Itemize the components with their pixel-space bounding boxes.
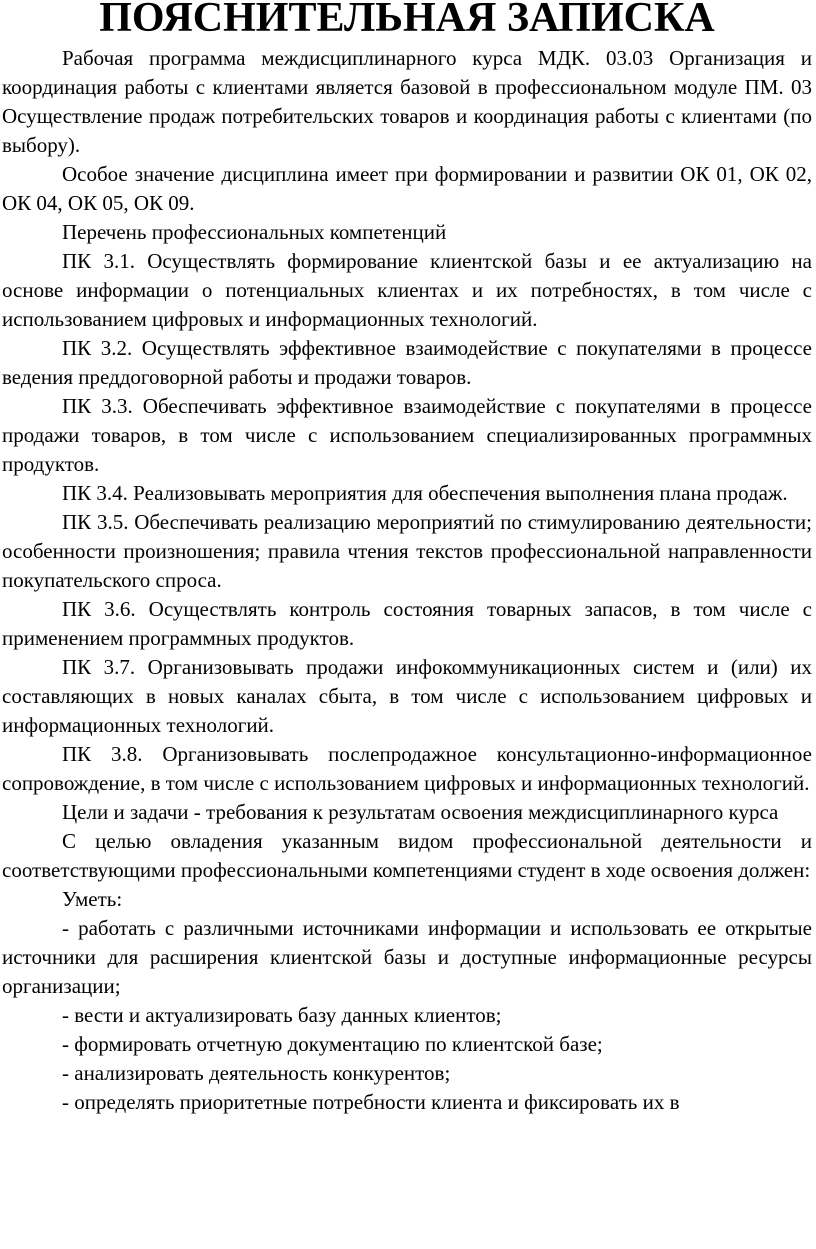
paragraph-ok: Особое значение дисциплина имеет при формировании и развитии ОК 01, ОК 02, ОК 04, ОК 05, ОК 09. bbox=[2, 162, 812, 215]
list-item-skill: - формировать отчетную документацию по клиентской базе; bbox=[62, 1032, 603, 1056]
paragraph-pk-3-5: ПК 3.5. Обеспечивать реализацию мероприятий по стимулированию деятельности; особенности произношения; правила чтения текстов профессиональной направленности покупательского спроса. bbox=[2, 510, 812, 592]
paragraph-purpose: С целью овладения указанным видом профессиональной деятельности и соответствующими профессиональными компетенциями студент в ходе освоения должен: bbox=[2, 829, 812, 882]
list-item-skill: - работать с различными источниками информации и использовать ее открытые источники для расширения клиентской базы и доступные информационные ресурсы организации; bbox=[2, 916, 812, 998]
paragraph-goals: Цели и задачи - требования к результатам освоения междисциплинарного курса bbox=[62, 800, 779, 824]
list-item-skill: - анализировать деятельность конкурентов; bbox=[62, 1061, 451, 1085]
paragraph-pk-3-3: ПК 3.3. Обеспечивать эффективное взаимодействие с покупателями в процессе продажи товаров, в том числе с использованием специализированных программных продуктов. bbox=[2, 394, 812, 476]
paragraph-pk-3-4: ПК 3.4. Реализовывать мероприятия для обеспечения выполнения плана продаж. bbox=[62, 481, 788, 505]
paragraph-pk-3-6: ПК 3.6. Осуществлять контроль состояния товарных запасов, в том числе с применением программных продуктов. bbox=[2, 597, 812, 650]
paragraph-pk-3-2: ПК 3.2. Осуществлять эффективное взаимодействие с покупателями в процессе ведения преддоговорной работы и продажи товаров. bbox=[2, 336, 812, 389]
list-item-skill: - вести и актуализировать базу данных клиентов; bbox=[62, 1003, 502, 1027]
paragraph-skills-heading: Уметь: bbox=[62, 887, 123, 911]
paragraph-intro: Рабочая программа междисциплинарного курса МДК. 03.03 Организация и координация работы с клиентами является базовой в профессиональном модуле ПМ. 03 Осуществление продаж потребительских товаров и координация работы с клиентами (по выбору). bbox=[2, 46, 812, 157]
list-item-skill: - определять приоритетные потребности клиента и фиксировать их в bbox=[62, 1090, 680, 1114]
paragraph-pk-3-1: ПК 3.1. Осуществлять формирование клиентской базы и ее актуализацию на основе информации о потенциальных клиентах и их потребностях, в том числе с использованием цифровых и информационных технологий. bbox=[2, 249, 812, 331]
page-title: ПОЯСНИТЕЛЬНАЯ ЗАПИСКА bbox=[99, 0, 715, 41]
paragraph-pk-heading: Перечень профессиональных компетенций bbox=[62, 220, 447, 244]
paragraph-pk-3-8: ПК 3.8. Организовывать послепродажное консультационно-информационное сопровождение, в том числе с использованием цифровых и информационных технологий. bbox=[2, 742, 812, 795]
paragraph-pk-3-7: ПК 3.7. Организовывать продажи инфокоммуникационных систем и (или) их составляющих в новых каналах сбыта, в том числе с использованием цифровых и информационных технологий. bbox=[2, 655, 812, 737]
